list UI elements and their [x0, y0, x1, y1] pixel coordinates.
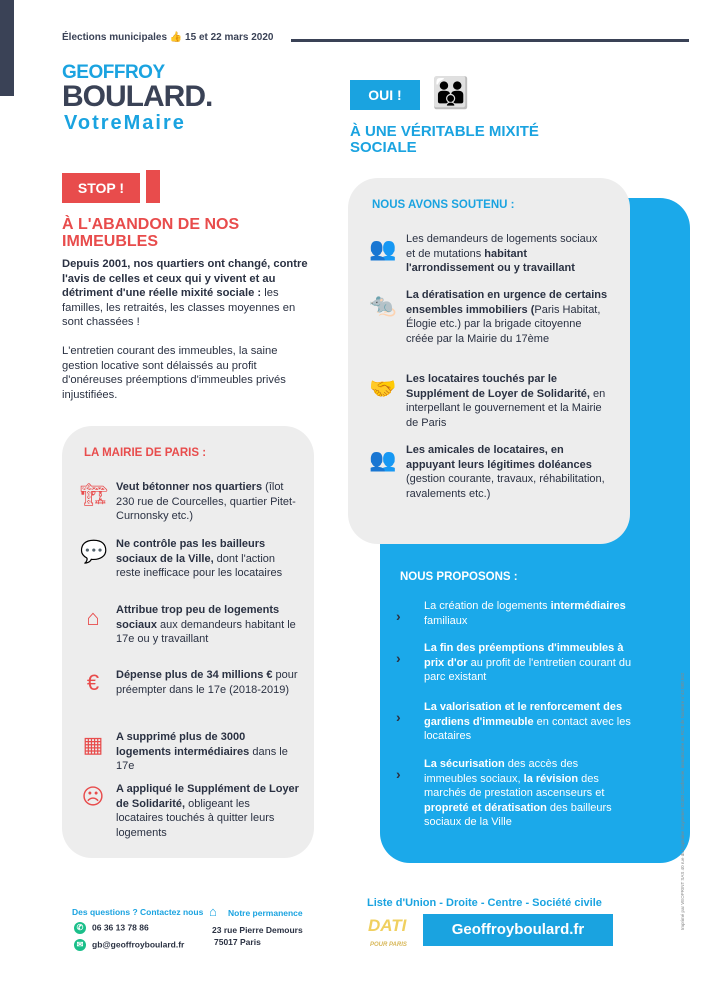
building-icon [146, 170, 160, 203]
stop-badge: STOP ! [62, 173, 140, 203]
soutenu-item-text: (gestion courante, travaux, réhabilitation, ravalements etc.) [406, 473, 605, 500]
mail-icon: ✉ [74, 939, 86, 951]
mairie-item [80, 668, 300, 697]
soutenu-item [368, 232, 608, 276]
mairie-item-text: dans le 17e [116, 745, 288, 772]
mairie-item-bold: A appliqué le Supplément de Loyer de Solidarité, [116, 783, 299, 810]
proposons-item-bold: La sécurisation [424, 758, 505, 770]
rat-icon: 🐀 [369, 292, 397, 317]
euro-down-icon: € [86, 670, 100, 695]
oui-title: À UNE VÉRITABLE MIXITÉ SOCIALE [350, 123, 539, 156]
handshake-icon: 🤝 [369, 376, 397, 401]
soutenu-item-bold: La dératisation en urgence de certains ensembles immobiliers ( [406, 289, 608, 316]
mairie-item-text: dont l'action reste inefficace pour les locataires [116, 552, 283, 579]
sad-face-icon: ☹ [81, 784, 105, 809]
stop-title: À L'ABANDON DE NOS IMMEUBLES [62, 216, 240, 250]
phone-number: 06 36 13 78 86 [92, 922, 149, 933]
proposons-item [396, 641, 632, 685]
oui-badge: OUI ! [350, 80, 420, 110]
soutenu-item-bold: habitant l'arrondissement ou y travaillant [406, 247, 575, 274]
permanence-address [212, 924, 303, 948]
soutenu-item [368, 288, 608, 346]
soutenu-title: NOUS AVONS SOUTENU : [372, 199, 515, 211]
crane-icon: 🏗 [80, 482, 108, 507]
soutenu-item-bold: Les locataires touchés par le Supplément de Loyer de Solidarité, [406, 373, 590, 400]
intro-rest: les familles, les retraités, les classes moyennes en sont chassées ! [62, 287, 296, 329]
soutenu-item-bold: Les amicales de locataires, en appuyant leurs légitimes doléances [406, 444, 592, 471]
proposons-item-bold: La valorisation et le renforcement des gardiens d'immeuble [424, 701, 623, 728]
website-button[interactable]: Geoffroyboulard.fr [423, 914, 613, 946]
proposons-item [396, 599, 632, 628]
soutenu-item [368, 372, 608, 430]
speech-bubble-icon: 💬 [80, 539, 108, 564]
soutenu-item-text: Paris Habitat, Élogie etc.) par la brigade citoyenne créée par la Mairie du 17ème [406, 303, 601, 345]
proposons-item-bold: propreté et dératisation [424, 801, 547, 814]
proposons-item-text: des accès des immeubles sociaux, [424, 758, 579, 785]
meeting-icon: 👥 [369, 447, 397, 472]
mairie-item-bold: Ne contrôle pas les bailleurs sociaux de la Ville, [116, 538, 266, 565]
chevron-right-icon: › [396, 608, 401, 624]
mairie-item-text: (îlot 230 rue de Courcelles, quartier Pitet-Curnonsky etc.) [116, 481, 296, 522]
proposons-item-text: familiaux [424, 614, 468, 627]
logo-lastname: BOULARD. [62, 80, 213, 113]
sidebar-bar [0, 0, 14, 96]
mairie-title: LA MAIRIE DE PARIS : [84, 447, 207, 459]
mairie-item [80, 603, 300, 647]
people-group-icon: 👪 [432, 77, 470, 110]
header-rule [291, 39, 689, 42]
home-icon: ⌂ [209, 904, 217, 919]
proposons-item-text: au profit de l'entretien courant du parc existant [424, 656, 632, 683]
mairie-item-text: aux demandeurs habitant le 17e ou y travaillant [116, 618, 296, 645]
chevron-right-icon: › [396, 650, 401, 666]
phone-icon: ✆ [74, 922, 86, 934]
email-contact[interactable] [74, 939, 184, 951]
proposons-item-text: en contact avec les locataires [424, 715, 631, 742]
mairie-item [80, 730, 300, 774]
dati-logo-sub: POUR PARIS [370, 942, 407, 948]
mairie-item [80, 480, 300, 524]
permanence-title: Notre permanence [228, 908, 303, 918]
mairie-item [80, 537, 300, 581]
proposons-item-text: La création de logements [424, 600, 551, 612]
mairie-item [80, 782, 300, 840]
address-line-1: 23 rue Pierre Demours [212, 925, 303, 935]
mairie-item-bold: Dépense plus de 34 millions € [116, 669, 273, 681]
intro-bold: Depuis 2001, nos quartiers ont changé, contre l'avis de celles et ceux qui y vivent et au détriment d'une réelle mixité sociale : [62, 258, 308, 300]
soutenu-item-text: Les demandeurs de logements sociaux et de mutations [406, 233, 598, 260]
address-line-2: 75017 Paris [214, 937, 261, 947]
house-icon: ⌂ [86, 605, 100, 630]
mairie-item-bold: Veut bétonner nos quartiers [116, 481, 263, 493]
election-date-header: Élections municipales 👍 15 et 22 mars 2020 [62, 32, 274, 43]
soutenu-item [368, 443, 608, 501]
chevron-right-icon: › [396, 709, 401, 725]
proposons-item-bold: La fin des préemptions d'immeubles à prix d'or [424, 642, 624, 669]
proposons-title: NOUS PROPOSONS : [400, 571, 518, 583]
mairie-item-bold: Attribue trop peu de logements sociaux [116, 604, 280, 631]
intro-paragraph [62, 257, 312, 330]
building-icon: ▦ [82, 732, 104, 757]
proposons-item-text: des bailleurs sociaux de la Ville [424, 801, 612, 828]
proposons-item-bold: intermédiaires [550, 600, 626, 612]
proposons-item-bold: la révision [523, 772, 579, 785]
proposons-item-text: des marchés de prestation ascenseurs et [424, 772, 605, 799]
phone-contact[interactable] [74, 922, 149, 934]
email-address: gb@geoffroyboulard.fr [92, 939, 185, 950]
contact-heading: Des questions ? Contactez nous [72, 907, 204, 917]
chevron-right-icon: › [396, 766, 401, 782]
soutenu-item-text: en interpellant le gouvernement et la Mairie de Paris [406, 387, 606, 429]
liste-union: Liste d'Union - Droite - Centre - Société civile [367, 897, 602, 909]
printer-note: Imprimé par VEOPRINT SAS 40 rue du Capitaine Guynemer 92400 Courbevoie, immatriculée au RCS de Nanterre n°43 080 562 [680, 672, 685, 930]
logo-firstname: GEOFFROY [62, 62, 165, 83]
mairie-item-bold: A supprimé plus de 3000 logements intermédiaires [116, 731, 250, 758]
people-group-icon: 👥 [369, 236, 397, 261]
logo-tagline: VotreMaire [64, 112, 186, 134]
proposons-item [396, 757, 632, 830]
mairie-item-text: obligeant les locataires touchés à quitter leurs logements [116, 797, 275, 839]
mairie-item-text: pour préempter dans le 17e (2018-2019) [116, 669, 298, 696]
proposons-item [396, 700, 632, 744]
intro-paragraph-2: L'entretien courant des immeubles, la saine gestion locative sont délaissés au profit d'onéreuses préemptions d'immeubles privés injustifiées. [62, 345, 286, 401]
dati-logo: DATI [368, 916, 407, 935]
